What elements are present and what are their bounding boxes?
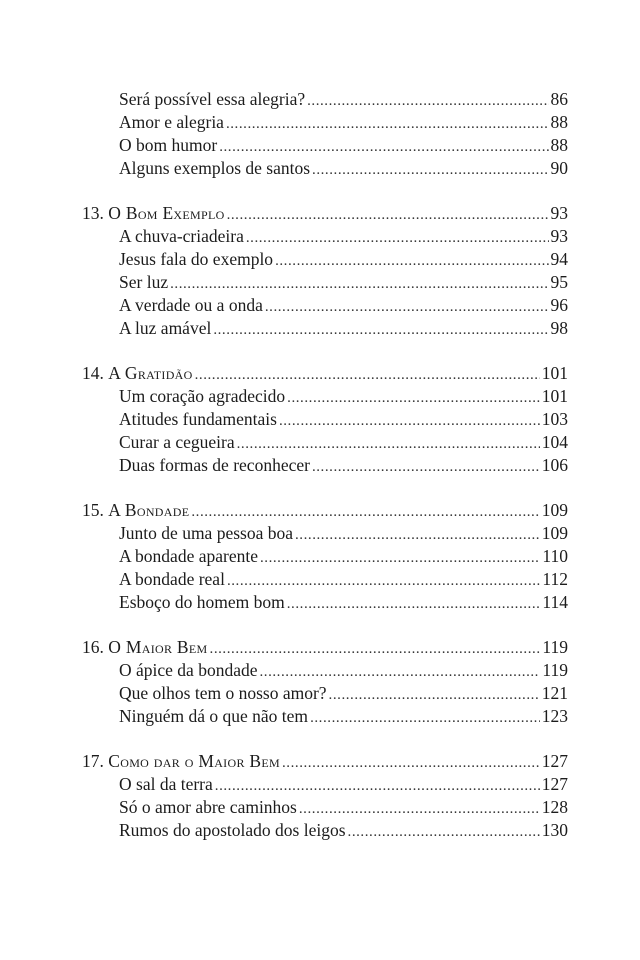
toc-chapter-16 <box>82 636 568 728</box>
entry-page: 130 <box>541 820 568 840</box>
toc-entry <box>82 317 568 340</box>
dot-leader <box>191 499 539 524</box>
entry-page: 101 <box>541 386 568 406</box>
entry-page: 94 <box>550 249 568 269</box>
entry-page: 121 <box>541 683 568 703</box>
chapter-heading <box>82 750 568 773</box>
entry-page: 128 <box>541 797 568 817</box>
entry-title: Um coração agradecido <box>119 386 286 406</box>
entry-page: 104 <box>541 432 568 452</box>
entry-page: 106 <box>541 455 568 475</box>
entry-page: 123 <box>541 706 568 726</box>
dot-leader <box>312 454 540 479</box>
chapter-name: A Gratidão <box>108 363 193 383</box>
toc-entry <box>82 111 568 134</box>
dot-leader <box>310 705 540 730</box>
toc-chapter-15 <box>82 499 568 614</box>
dot-leader <box>295 522 540 547</box>
chapter-number: 14. <box>82 363 104 383</box>
entry-title: Jesus fala do exemplo <box>119 249 274 269</box>
entry-page: 90 <box>550 158 568 178</box>
entry-title: Que olhos tem o nosso amor? <box>119 683 327 703</box>
toc-entry <box>82 545 568 568</box>
dot-leader <box>279 408 540 433</box>
toc-entry <box>82 454 568 477</box>
chapter-name: O Maior Bem <box>108 637 208 657</box>
entry-page: 96 <box>550 295 568 315</box>
entry-title: Esboço do homem bom <box>119 592 285 612</box>
toc-chapter-13 <box>82 202 568 340</box>
toc-chapter-14 <box>82 362 568 477</box>
toc-entry <box>82 271 568 294</box>
entry-title: Ninguém dá o que não tem <box>119 706 309 726</box>
entry-title: Amor e alegria <box>119 112 224 132</box>
chapter-page: 127 <box>541 751 568 771</box>
entry-title: Duas formas de reconhecer <box>119 455 310 475</box>
dot-leader <box>287 591 541 616</box>
entry-page: 103 <box>541 409 568 429</box>
toc-entry <box>82 705 568 728</box>
toc-entry <box>82 819 568 842</box>
entry-page: 114 <box>542 592 568 612</box>
dot-leader <box>219 134 548 159</box>
entry-title: Atitudes fundamentais <box>119 409 277 429</box>
dot-leader <box>170 271 548 296</box>
toc-entry <box>82 385 568 408</box>
chapter-number: 15. <box>82 500 104 520</box>
dot-leader <box>329 682 540 707</box>
toc-entry <box>82 591 568 614</box>
toc-entry <box>82 225 568 248</box>
toc-block-continued <box>82 88 568 180</box>
toc-entry <box>82 294 568 317</box>
entry-page: 127 <box>541 774 568 794</box>
toc-entry <box>82 248 568 271</box>
dot-leader <box>215 773 540 798</box>
dot-leader <box>299 796 540 821</box>
entry-page: 98 <box>550 318 568 338</box>
toc-entry <box>82 134 568 157</box>
dot-leader <box>312 157 548 182</box>
entry-title: Ser luz <box>119 272 169 292</box>
dot-leader <box>210 636 541 661</box>
dot-leader <box>307 88 548 113</box>
entry-title: A bondade aparente <box>119 546 258 566</box>
toc-entry <box>82 682 568 705</box>
dot-leader <box>259 659 540 684</box>
dot-leader <box>287 385 540 410</box>
chapter-title <box>82 499 189 522</box>
chapter-number: 16. <box>82 637 104 657</box>
entry-title: O sal da terra <box>119 774 213 794</box>
entry-title: O ápice da bondade <box>119 660 258 680</box>
entry-page: 112 <box>542 569 568 589</box>
dot-leader <box>348 819 540 844</box>
chapter-number: 13. <box>82 203 104 223</box>
entry-title: A verdade ou a onda <box>119 295 263 315</box>
toc-chapter-17 <box>82 750 568 842</box>
chapter-heading <box>82 362 568 385</box>
chapter-heading <box>82 202 568 225</box>
dot-leader <box>265 294 549 319</box>
entry-title: Só o amor abre caminhos <box>119 797 297 817</box>
chapter-name: O Bom Exemplo <box>108 203 225 223</box>
toc-entry <box>82 568 568 591</box>
dot-leader <box>195 362 540 387</box>
toc-entry <box>82 522 568 545</box>
dot-leader <box>237 431 540 456</box>
toc-entry <box>82 659 568 682</box>
entry-title: Alguns exemplos de santos <box>119 158 311 178</box>
dot-leader <box>213 317 548 342</box>
chapter-name: Como dar o Maior Bem <box>108 751 280 771</box>
entry-title: Curar a cegueira <box>119 432 235 452</box>
chapter-page: 101 <box>541 363 568 383</box>
dot-leader <box>260 545 540 570</box>
toc-entry <box>82 157 568 180</box>
chapter-heading <box>82 636 568 659</box>
chapter-title <box>82 202 225 225</box>
table-of-contents <box>82 88 568 842</box>
chapter-title <box>82 636 208 659</box>
entry-title: Será possível essa alegria? <box>119 89 306 109</box>
entry-title: A chuva-criadeira <box>119 226 244 246</box>
toc-entry <box>82 88 568 111</box>
entry-page: 86 <box>550 89 568 109</box>
entry-title: A luz amável <box>119 318 212 338</box>
dot-leader <box>282 750 540 775</box>
chapter-number: 17. <box>82 751 104 771</box>
chapter-title <box>82 362 193 385</box>
chapter-page: 109 <box>541 500 568 520</box>
chapter-page: 119 <box>542 637 568 657</box>
dot-leader <box>246 225 549 250</box>
chapter-title <box>82 750 280 773</box>
dot-leader <box>227 568 540 593</box>
entry-page: 88 <box>550 135 568 155</box>
entry-title: A bondade real <box>119 569 225 589</box>
entry-page: 119 <box>542 660 568 680</box>
dot-leader <box>226 111 549 136</box>
toc-entry <box>82 408 568 431</box>
entry-page: 93 <box>550 226 568 246</box>
entry-page: 95 <box>550 272 568 292</box>
entry-page: 110 <box>542 546 568 566</box>
entry-title: Junto de uma pessoa boa <box>119 523 293 543</box>
dot-leader <box>275 248 548 273</box>
chapter-name: A Bondade <box>108 500 190 520</box>
entry-page: 109 <box>541 523 568 543</box>
toc-entry <box>82 431 568 454</box>
entry-page: 88 <box>550 112 568 132</box>
toc-entry <box>82 796 568 819</box>
chapter-heading <box>82 499 568 522</box>
dot-leader <box>227 202 549 227</box>
chapter-page: 93 <box>550 203 568 223</box>
toc-entry <box>82 773 568 796</box>
entry-title: Rumos do apostolado dos leigos <box>119 820 346 840</box>
entry-title: O bom humor <box>119 135 218 155</box>
